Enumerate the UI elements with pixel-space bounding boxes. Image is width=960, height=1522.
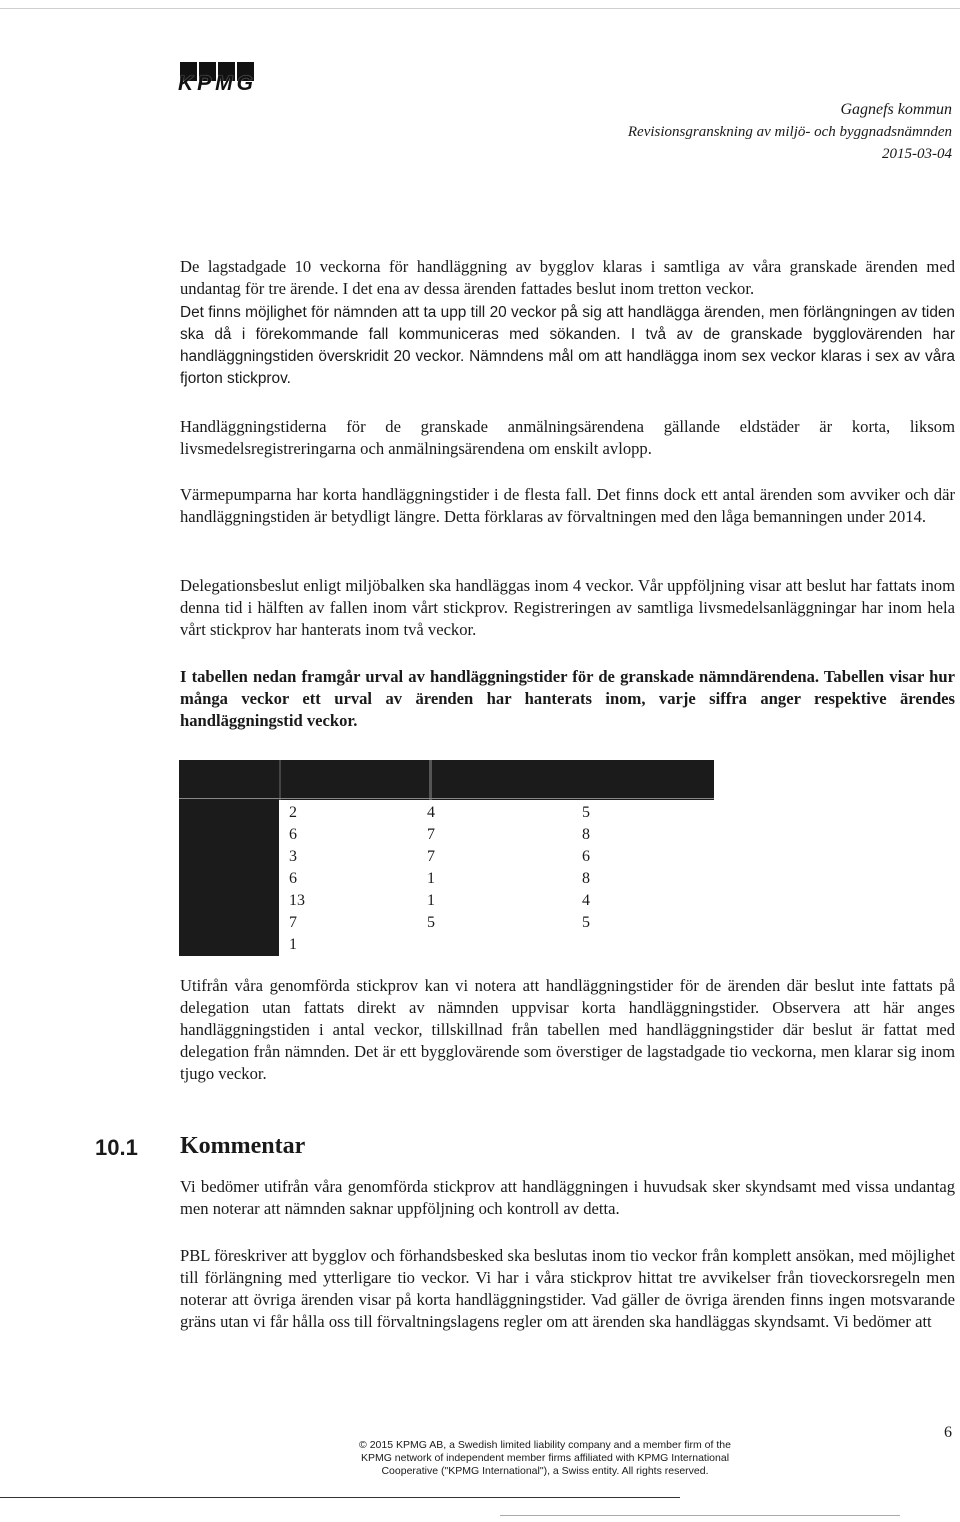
footer-line: Cooperative ("KPMG International"), a Swiss entity. All rights reserved.: [381, 1465, 709, 1477]
paragraph-bygglov-ten-weeks: De lagstadgade 10 veckorna för handläggning av bygglov klaras i samtliga av våra granskade ärenden med undantag för tre ärende. I det ena av dessa ärenden fattades beslut inom tretton veckor.: [180, 257, 955, 298]
report-title: Revisionsgranskning av miljö- och byggnadsnämnden: [627, 124, 952, 140]
paragraph-varmepumpar: Värmepumparna har korta handläggningstider i de flesta fall. Det finns dock ett antal ärenden som avviker och där handläggningstiden är betydligt längre. Detta förklaras av förvaltningen med den låga bemanningen under 2014.: [180, 485, 955, 526]
table-cell: 4: [582, 892, 590, 909]
page-header: [628, 99, 952, 165]
paragraph-eldstader: Handläggningstiderna för de granskade anmälningsärendena gällande eldstäder är korta, liksom livsmedelsregistreringarna och anmälningsärendena om enskilt avlopp.: [180, 417, 955, 458]
paragraph-table-intro: I tabellen nedan framgår urval av handläggningstider för de granskade nämndärendena. Tabellen visar hur många veckor ett urval av ärenden har hanterats inom, varje siffra anger respektive ärendes handläggningstid veckor.: [180, 667, 955, 730]
table-cell: 3: [289, 848, 297, 865]
table-cell: 6: [289, 826, 297, 843]
paragraph-kommentar-2: PBL föreskriver att bygglov och förhandsbesked ska beslutas inom tio veckor från komplett ansökan, med möjlighet till förlängning med ytterligare tio veckor. Vi har i våra stickprov hittat tre avvikelser från tioveckorsregeln men noterar att övriga ärenden visar på korta handläggningstider. Vad gäller de övriga ärenden finns ingen motsvarande gräns utan vi får hålla oss till förvaltningslagens regler om att ärenden ska handläggas skyndsamt. Vi bedömer att: [180, 1246, 955, 1331]
table-header-divider: [279, 760, 281, 800]
municipality-name: Gagnefs kommun: [840, 101, 952, 118]
table-cell: 7: [427, 826, 435, 843]
footer-line: © 2015 KPMG AB, a Swedish limited liability company and a member firm of the: [359, 1439, 731, 1451]
section-title: Kommentar: [180, 1133, 306, 1159]
bottom-rule: [0, 1497, 680, 1498]
table-header-redacted: [179, 760, 714, 800]
table-row-labels-redacted: [179, 800, 279, 956]
table-cell: 7: [427, 848, 435, 865]
table-cell: 1: [427, 892, 435, 909]
footer-line: KPMG network of independent member firms affiliated with KPMG International: [360, 1452, 730, 1464]
section-number: 10.1: [95, 1135, 138, 1160]
table-cell: 13: [289, 892, 305, 909]
table-cell: 6: [289, 870, 297, 887]
bottom-rule: [500, 1515, 900, 1516]
paragraph-extension: Det finns möjlighet för nämnden att ta upp till 20 veckor på sig att handlägga ärenden, men förlängningen av tiden ska då i förekommande fall kommuniceras med sökanden. I två av de granskade bygglovärenden har handläggningstiden överskridit 20 veckor. Nämndens mål om att handlägga inom sex veckor klaras i sex av våra fjorton stickprov.: [180, 304, 955, 387]
handling-time-table: [179, 760, 714, 956]
paragraph-kommentar-1: Vi bedömer utifrån våra genomförda stickprov att handläggningen i huvudsak sker skyndsamt med vissa undantag men noterar att nämnden saknar uppföljning och kontroll av detta.: [180, 1177, 955, 1218]
paragraph-delegationsbeslut: Delegationsbeslut enligt miljöbalken ska handläggas inom 4 veckor. Vår uppföljning visar att beslut har fattats inom denna tid i hälften av fallen inom vårt stickprov. Registreringen av samtliga livsmedelsanläggningar har inom hela vårt stickprov har hanterats inom två veckor.: [180, 576, 955, 639]
table-header-divider: [429, 760, 432, 800]
table-cell: 7: [289, 914, 297, 931]
table-cell: 5: [582, 804, 590, 821]
table-cell: 6: [582, 848, 590, 865]
table-cell: 5: [582, 914, 590, 931]
report-date: 2015-03-04: [882, 146, 952, 162]
table-cell: 8: [582, 870, 590, 887]
table-cell: 5: [427, 914, 435, 931]
page-number: 6: [944, 1424, 952, 1441]
table-cell: 1: [289, 936, 297, 953]
table-header-rule: [179, 798, 714, 799]
top-rule: [0, 8, 960, 9]
table-cell: 4: [427, 804, 435, 821]
table-cell: 2: [289, 804, 297, 821]
table-cell: 8: [582, 826, 590, 843]
logo-text: KPMG: [178, 72, 257, 95]
kpmg-logo: [178, 62, 258, 98]
copyright-footer: [300, 1439, 790, 1478]
table-cell: 1: [427, 870, 435, 887]
paragraph-stickprov: Utifrån våra genomförda stickprov kan vi notera att handläggningstider för de ärenden där beslut inte fattats på delegation utan fattats direkt av nämnden uppvisar korta handläggningstider. Observera att här anges handläggningstiden i antal veckor, tillskillnad från tabellen med handläggningstider där beslut är fattat med delegation från nämnden. Det är ett bygglovärende som överstiger de lagstadgade tio veckorna, men klarar sig inom tjugo veckor.: [180, 976, 955, 1083]
